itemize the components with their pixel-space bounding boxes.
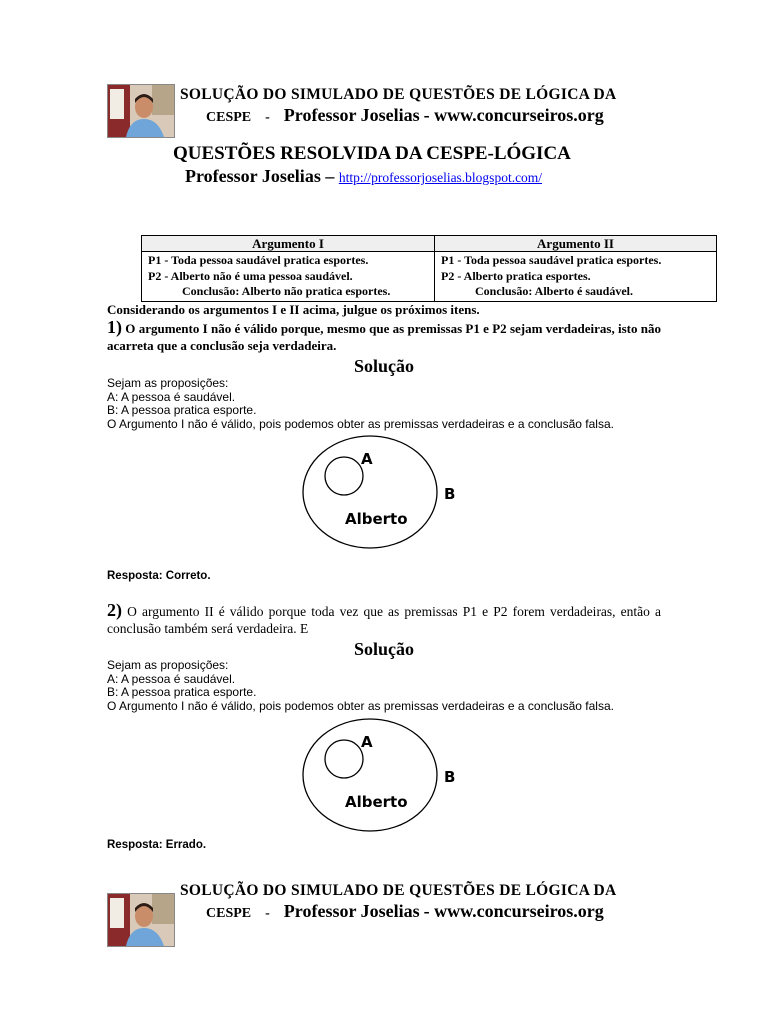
arguments-table xyxy=(141,235,717,302)
answer-2: Resposta: Errado. xyxy=(107,839,207,851)
set-a-circle xyxy=(325,457,363,495)
answer-1: Resposta: Correto. xyxy=(107,570,211,582)
arg2-header: Argumento II xyxy=(435,236,717,252)
header-dash: - xyxy=(265,110,270,125)
arg1-conclusion: Conclusão: Alberto não pratica esportes. xyxy=(182,284,391,298)
professor-photo xyxy=(107,84,175,138)
question-2 xyxy=(107,602,661,637)
footer-title-line1: SOLUÇÃO DO SIMULADO DE QUESTÕES DE LÓGICA DA xyxy=(180,882,617,899)
set-b-label: B xyxy=(444,768,456,786)
set-a-label: A xyxy=(361,733,373,751)
solution-2-title: Solução xyxy=(353,639,414,659)
set-a-label: A xyxy=(361,450,373,468)
arg2-p1: P1 - Toda pessoa saudável pratica esportes. xyxy=(441,253,662,267)
footer-site: - www.concurseiros.org xyxy=(423,901,604,921)
intro-text: Considerando os argumentos I e II acima, julgue os próximos itens. xyxy=(107,302,480,317)
set-a-circle xyxy=(325,740,363,778)
solution-2-line: A: A pessoa é saudável. xyxy=(107,671,236,686)
arg1-p1: P1 - Toda pessoa saudável pratica esportes. xyxy=(148,253,369,267)
footer-title-line2 xyxy=(206,901,604,922)
footer-professor: Professor Joselias xyxy=(283,901,420,921)
arg1-p2: P2 - Alberto não é uma pessoa saudável. xyxy=(148,268,353,283)
subtitle-professor: Professor Joselias – xyxy=(185,166,335,186)
solution-1-title: Solução xyxy=(353,356,414,376)
arg2-p2: P2 - Alberto pratica esportes. xyxy=(441,268,591,283)
question-1-text: O argumento I não é válido porque, mesmo que as premissas P1 e P2 sejam verdadeiras, isto não acarreta que a conclusão seja verdadeira. xyxy=(107,321,661,353)
solution-2-line: Sejam as proposições: xyxy=(107,658,229,672)
question-2-text: O argumento II é válido porque toda vez que as premissas P1 e P2 forem verdadeiras, então a conclusão também será verdadeira. E xyxy=(107,604,662,636)
venn-diagram-2 xyxy=(296,715,476,835)
header-professor: Professor Joselias xyxy=(283,105,420,125)
header-title-line2 xyxy=(206,105,604,126)
header-title-line1: SOLUÇÃO DO SIMULADO DE QUESTÕES DE LÓGICA DA xyxy=(180,86,617,103)
alberto-label: Alberto xyxy=(345,793,408,811)
arg2-conclusion: Conclusão: Alberto é saudável. xyxy=(475,284,634,298)
page-title: QUESTÕES RESOLVIDA DA CESPE-LÓGICA xyxy=(173,143,571,164)
solution-2-line: O Argumento I não é válido, pois podemos obter as premissas verdadeiras e a conclusão falsa. xyxy=(107,698,614,713)
arg2-cell xyxy=(435,252,717,302)
professor-photo-footer xyxy=(107,893,175,947)
header-cespe: CESPE xyxy=(206,110,252,125)
arg1-header: Argumento I xyxy=(142,236,435,252)
question-1-number: 1) xyxy=(107,317,122,337)
set-b-label: B xyxy=(444,485,456,503)
header-site: - www.concurseiros.org xyxy=(423,105,604,125)
blog-link[interactable]: http://professorjoselias.blogspot.com/ xyxy=(338,170,543,185)
alberto-label: Alberto xyxy=(345,510,408,528)
question-1 xyxy=(107,319,661,354)
arg1-cell xyxy=(142,252,435,302)
footer-cespe: CESPE xyxy=(206,906,252,921)
footer-dash: - xyxy=(265,906,270,921)
solution-1-line: A: A pessoa é saudável. xyxy=(107,389,236,404)
solution-1-line: O Argumento I não é válido, pois podemos obter as premissas verdadeiras e a conclusão falsa. xyxy=(107,416,614,431)
venn-diagram-1 xyxy=(296,432,476,552)
question-2-number: 2) xyxy=(107,600,122,620)
solution-2-line: B: A pessoa pratica esporte. xyxy=(107,685,257,699)
solution-2-lines xyxy=(107,659,614,713)
solution-1-lines xyxy=(107,377,614,431)
solution-1-line: B: A pessoa pratica esporte. xyxy=(107,403,257,417)
page-subtitle xyxy=(185,166,542,187)
solution-1-line: Sejam as proposições: xyxy=(107,376,229,390)
